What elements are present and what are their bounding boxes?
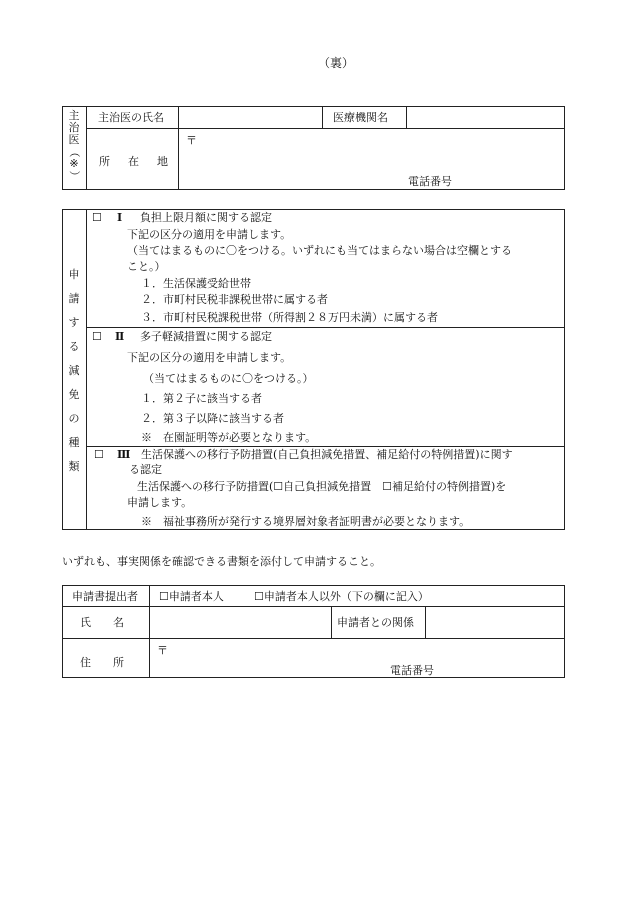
sec2-roman: Ⅱ: [115, 330, 125, 343]
sec3-checkbox[interactable]: ☐: [94, 448, 104, 461]
sec1-item-1[interactable]: １．生活保護受給世帯: [141, 277, 251, 290]
sec3-body-line1[interactable]: 生活保護への移行予防措置(☐自己負担減免措置 ☐補足給付の特例措置)を: [137, 480, 507, 493]
applicant-postal-mark: 〒: [157, 644, 168, 657]
sec2-item-2[interactable]: ２．第３子以降に該当する者: [141, 412, 284, 425]
sec3-title-line1: 生活保護への移行予防措置(自己負担減免措置、補足給付の特例措置)に関す: [141, 448, 513, 461]
sec3-body-line2: 申請します。: [127, 496, 193, 509]
option-self[interactable]: ☐申請者本人: [159, 590, 224, 603]
relation-label: 申請者との関係: [337, 616, 414, 629]
sec1-line1: 下記の区分の適用を申請します。: [127, 228, 292, 241]
sec1-title: 負担上限月額に関する認定: [140, 211, 272, 224]
sec3-note: ※ 福祉事務所が発行する境界層対象者証明書が必要となります。: [141, 515, 471, 528]
sec3-title-line2: る認定: [129, 463, 162, 476]
doctor-address-label: 所 在 地: [99, 155, 168, 168]
applicant-address-field[interactable]: [151, 640, 563, 676]
submitter-label: 申請書提出者: [72, 590, 138, 603]
sec1-item-3[interactable]: ３．市町村民税課税世帯（所得割２８万円未満）に属する者: [141, 311, 438, 324]
sec3-roman: Ⅲ: [117, 448, 131, 461]
sec1-roman: Ⅰ: [117, 211, 123, 224]
sec2-checkbox[interactable]: ☐: [92, 330, 102, 343]
applicant-name-field[interactable]: [151, 608, 329, 636]
doctor-phone-label: 電話番号: [408, 175, 452, 188]
sec2-line1: 下記の区分の適用を申請します。: [127, 351, 292, 364]
doctor-name-label: 主治医の氏名: [98, 111, 164, 124]
sec1-item-2[interactable]: ２．市町村民税非課税世帯に属する者: [141, 293, 328, 306]
instruction-text: いずれも、事実関係を確認できる書類を添付して申請すること。: [62, 555, 381, 568]
page-label: （裏）: [318, 56, 355, 70]
institution-field[interactable]: [408, 108, 562, 126]
postal-mark: 〒: [186, 134, 197, 147]
applicant-phone-label: 電話番号: [390, 664, 434, 677]
institution-label: 医療機関名: [333, 111, 388, 124]
sec1-line2: （当てはまるものに〇をつける。いずれにも当てはまらない場合は空欄とする: [127, 244, 512, 257]
sec2-line2: （当てはまるものに〇をつける。）: [143, 372, 314, 385]
relation-field[interactable]: [427, 608, 563, 636]
sec1-checkbox[interactable]: ☐: [92, 211, 102, 224]
sec2-item-1[interactable]: １．第２子に該当する者: [141, 392, 262, 405]
doctor-name-field[interactable]: [180, 108, 320, 126]
doctor-side-label: 主 治 医 （ ※ ）: [68, 109, 81, 182]
sec2-note: ※ 在園証明等が必要となります。: [141, 431, 317, 444]
applicant-name-label: 氏 名: [80, 616, 124, 629]
reduction-side-label: 申 請 す る 減 免 の 種 類: [68, 268, 80, 473]
option-other[interactable]: ☐申請者本人以外（下の欄に記入）: [254, 590, 429, 603]
applicant-address-label: 住 所: [80, 656, 124, 669]
sec1-line3: こと。）: [127, 260, 166, 273]
sec2-title: 多子軽減措置に関する認定: [140, 330, 272, 343]
doctor-address-field[interactable]: [180, 130, 562, 188]
